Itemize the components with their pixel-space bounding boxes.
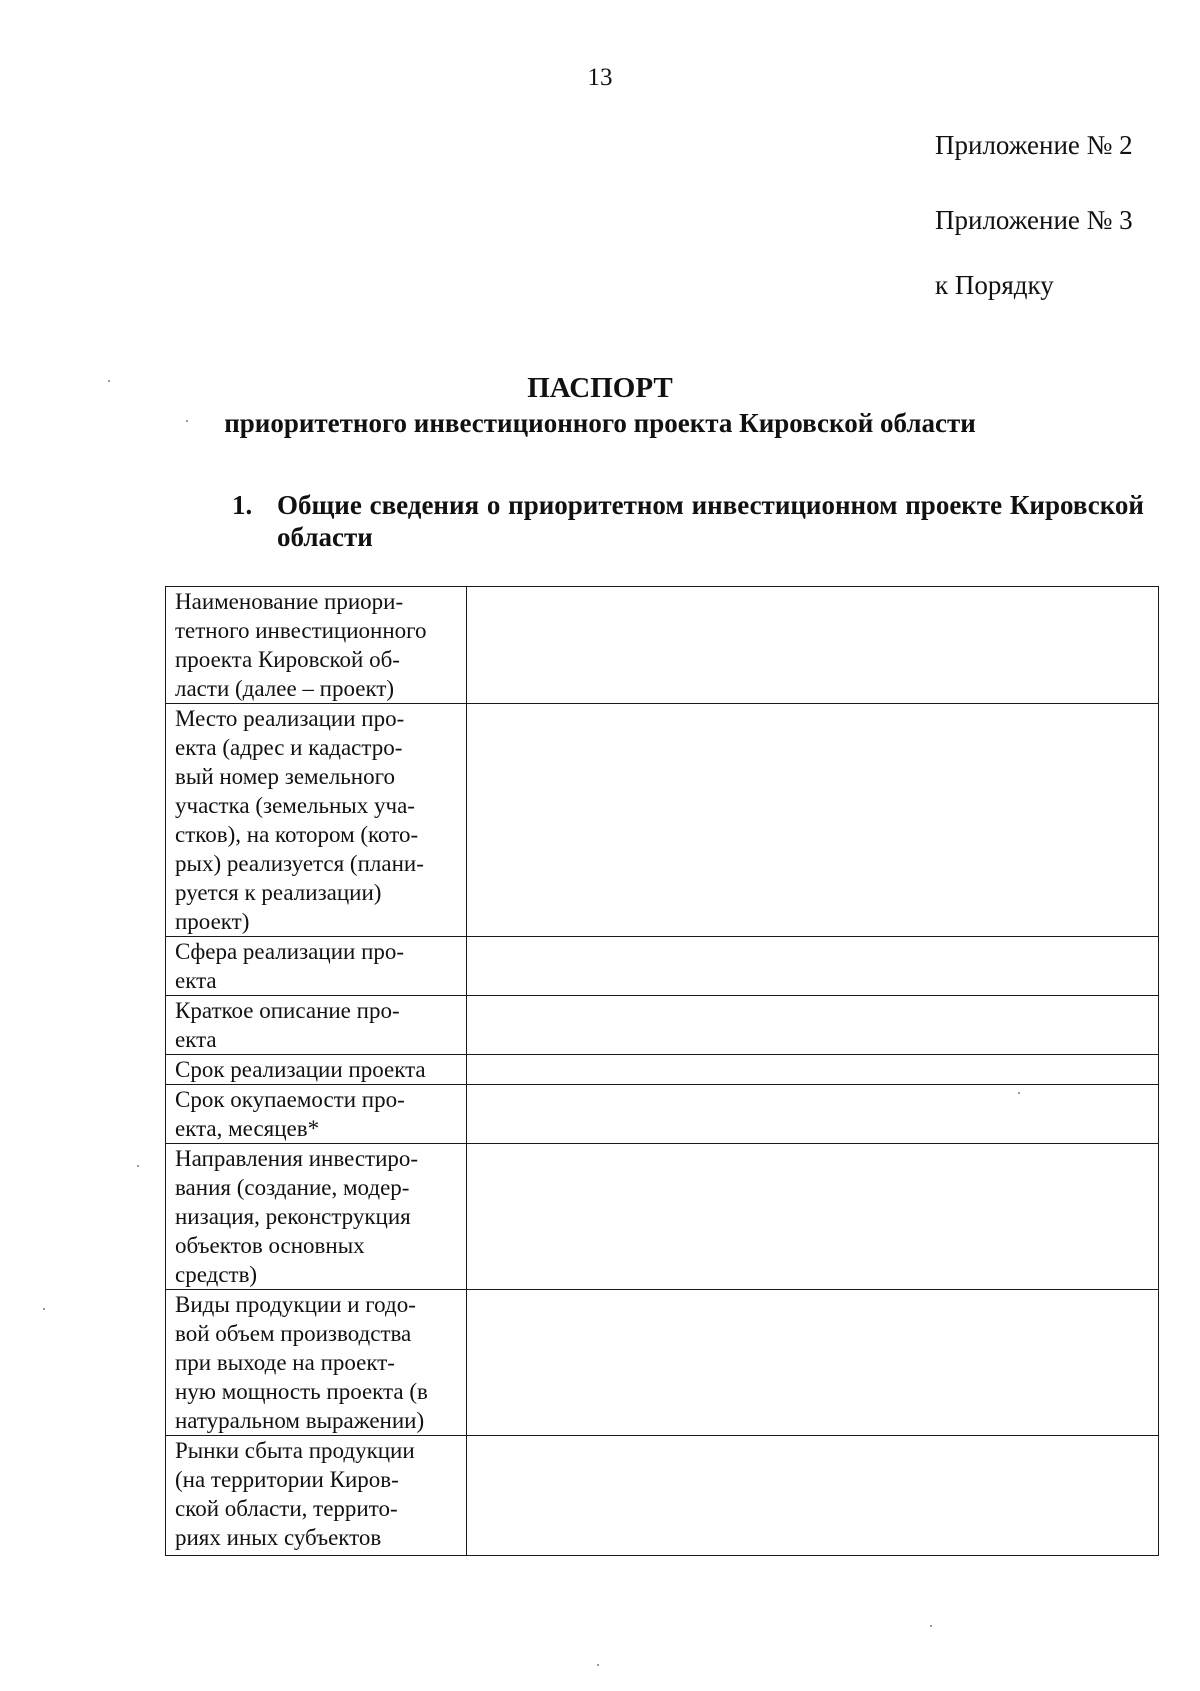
section-heading-text: Общие сведения о приоритетном инвестиционном проекте Кировской области bbox=[277, 490, 1144, 552]
row-label: Направления инвестиро- вания (создание, модер- низация, реконструкция объектов основных средств) bbox=[166, 1144, 467, 1290]
scan-speck bbox=[43, 1308, 45, 1310]
scan-speck bbox=[930, 1625, 932, 1627]
row-label: Срок реализации проекта bbox=[166, 1055, 467, 1085]
row-value bbox=[467, 1290, 1159, 1436]
section-number: 1. bbox=[232, 490, 253, 520]
scan-speck bbox=[1018, 1092, 1020, 1094]
table-row bbox=[166, 1144, 1159, 1290]
page-number: 13 bbox=[587, 64, 613, 91]
table-row bbox=[166, 1436, 1159, 1556]
row-value bbox=[467, 1055, 1159, 1085]
document-title: ПАСПОРТ bbox=[527, 372, 673, 404]
row-label: Виды продукции и годо- вой объем производства при выходе на проект- ную мощность проекта (в натуральном выражении) bbox=[166, 1290, 467, 1436]
passport-table bbox=[165, 586, 1159, 1556]
row-value bbox=[467, 937, 1159, 996]
row-value bbox=[467, 996, 1159, 1055]
scan-speck bbox=[108, 380, 110, 382]
appendix-line-1: Приложение № 2 bbox=[935, 130, 1133, 160]
row-value bbox=[467, 1085, 1159, 1144]
scan-speck bbox=[186, 420, 188, 422]
row-label: Срок окупаемости про- екта, месяцев* bbox=[166, 1085, 467, 1144]
document-subtitle: приоритетного инвестиционного проекта Кировской области bbox=[224, 408, 976, 438]
row-value bbox=[467, 704, 1159, 937]
row-value bbox=[467, 587, 1159, 704]
row-value bbox=[467, 1144, 1159, 1290]
appendix-line-2: Приложение № 3 bbox=[935, 205, 1133, 235]
table-row bbox=[166, 996, 1159, 1055]
table-row bbox=[166, 1055, 1159, 1085]
row-label: Место реализации про- екта (адрес и кадастро- вый номер земельного участка (земельных уча- стков), на котором (кото- рых) реализуется (плани- руется к реализации) проект) bbox=[166, 704, 467, 937]
scan-speck bbox=[597, 1664, 599, 1666]
row-label: Рынки сбыта продукции (на территории Киров- ской области, террито- риях иных субъектов bbox=[166, 1436, 467, 1556]
row-value bbox=[467, 1436, 1159, 1556]
appendix-line-3: к Порядку bbox=[935, 270, 1054, 300]
table-row bbox=[166, 937, 1159, 996]
table-row bbox=[166, 587, 1159, 704]
row-label: Сфера реализации про- екта bbox=[166, 937, 467, 996]
row-label: Краткое описание про- екта bbox=[166, 996, 467, 1055]
table-row bbox=[166, 704, 1159, 937]
row-label: Наименование приори- тетного инвестиционного проекта Кировской об- ласти (далее – проект) bbox=[166, 587, 467, 704]
scan-speck bbox=[137, 1165, 139, 1167]
table-row bbox=[166, 1085, 1159, 1144]
table-row bbox=[166, 1290, 1159, 1436]
